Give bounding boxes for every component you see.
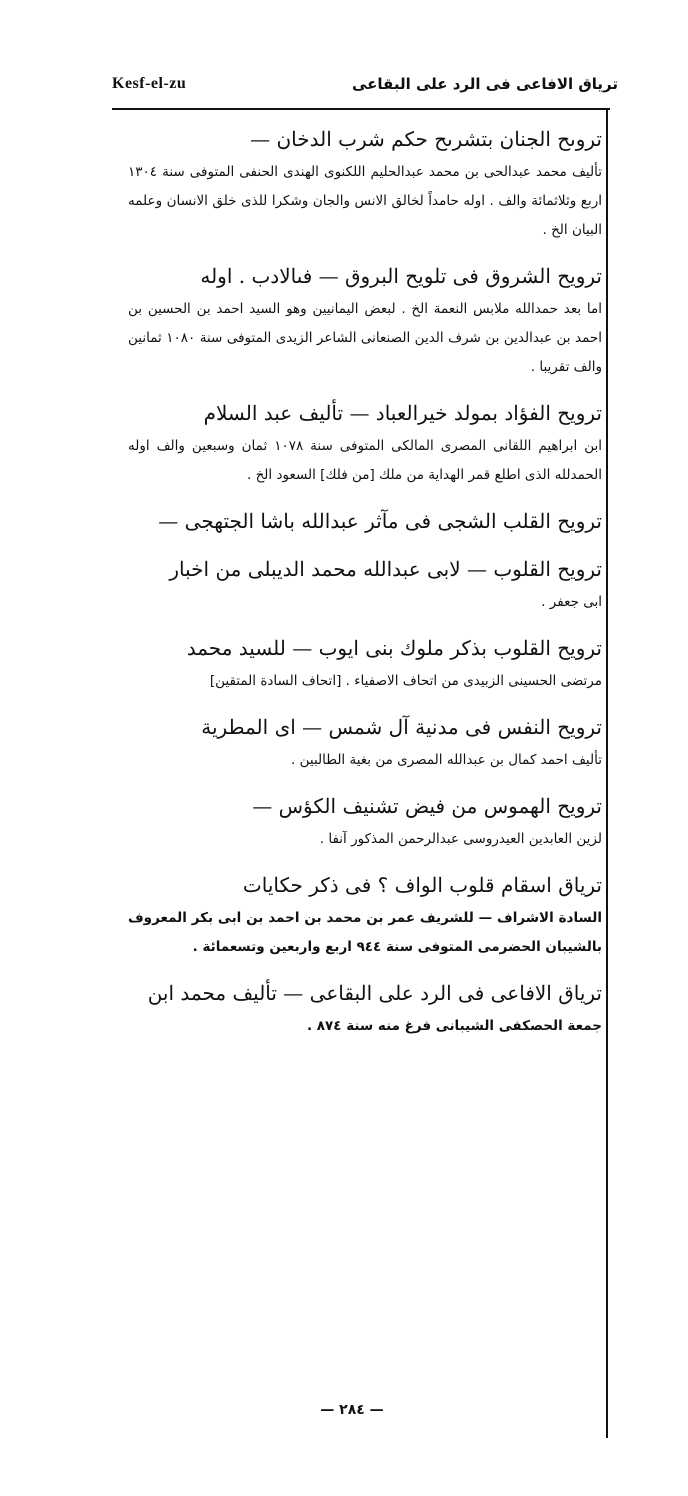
entry-title: ترويح الشروق فى تلويح البروق — فىالادب . اوله: [200, 264, 602, 288]
entry-title: ترويح النفس فى مدنية آل شمس — اى المطرية: [201, 715, 602, 739]
entry-body: مرتضى الحسينى الزبيدى من اتحاف الاصفياء . [اتحاف السادة المتقين]: [209, 673, 602, 689]
entry-body: السادة الاشراف — للشريف عمر بن محمد بن احمد بن ابى بكر المعروف بالشيبان الحضرمى المتوفى سنة ٩٤٤ اربع واربعين وتسعمائة .: [128, 910, 602, 955]
entry-title: ترياق الافاعى فى الرد على البقاعى — تأليف محمد ابن: [147, 981, 602, 1005]
entry-body: تأليف محمد عبدالحى بن محمد عبدالحليم اللكنوى الهندى الحنفى المتوفى سنة ١٣٠٤ اربع وثلاثمائة والف . اوله حامداً لخالق الانس والجان وشكرا للذى خلق الانسان وعلمه البيان الخ .: [128, 164, 602, 238]
header-arabic-title: ترياق الافاعى فى الرد على البقاعى: [351, 75, 618, 93]
entry-body: جمعة الحصكفى الشيبانى فرغ منه سنة ٨٧٤ .: [306, 1018, 602, 1034]
entry: [128, 552, 602, 617]
entry-body: ابن ابراهيم اللقانى المصرى المالكى المتوفى سنة ١٠٧٨ ثمان وسبعين والف اوله الحمدلله الذى اطلع قمر الهداية من ملك [من فلك] السعود الخ .: [128, 438, 602, 483]
header-latin-title: Kesf-el-zu: [112, 75, 187, 92]
entry: [128, 396, 602, 490]
entry: [128, 976, 602, 1041]
entry: [128, 710, 602, 775]
entry-title: ترويح الهموس من فيض تشنيف الكؤس —: [252, 794, 602, 818]
entry: [128, 631, 602, 696]
page-number: — ٢٨٤ —: [320, 1402, 384, 1418]
header-rule: [112, 108, 610, 110]
entry: [128, 122, 602, 245]
running-header: [112, 64, 618, 104]
entry-title: ترياق اسقام قلوب الواف ؟ فى ذكر حكايات: [242, 873, 602, 897]
entry: [128, 868, 602, 962]
entry-title: تروىح الجنان بتشرىح حكم شرب الدخان —: [250, 127, 602, 151]
entry-title: ترويح القلوب بذكر ملوك بنى ايوب — للسيد محمد: [186, 636, 602, 660]
entry: [128, 504, 602, 538]
entry-body: ابى جعفر .: [541, 594, 602, 610]
entry: [128, 789, 602, 854]
entry-body: اما بعد حمدالله ملابس النعمة الخ . لبعض اليمانيين وهو السيد احمد بن الحسين بن احمد بن عبدالدين بن شرف الدين الصنعانى الشاعر الزيدى المتوفى سنة ١٠٨٠ ثمانين والف تقريبا .: [128, 301, 602, 375]
entry-body: تأليف احمد كمال بن عبدالله المصرى من بغية الطالبين .: [291, 752, 602, 768]
entry: [128, 259, 602, 382]
entries-column: [128, 122, 602, 1055]
entry-title: ترويح القلوب — لابى عبدالله محمد الديبلى من اخبار: [169, 557, 602, 581]
entry-body: لزين العابدين العيدروسى عبدالرحمن المذكور آنفا .: [319, 831, 602, 847]
entry-title: ترويح الفؤاد بمولد خيرالعباد — تأليف عبد السلام: [203, 401, 602, 425]
margin-rule: [606, 108, 608, 1438]
entry-title: ترويح القلب الشجى فى مآثر عبدالله باشا الجتهجى —: [158, 509, 602, 533]
